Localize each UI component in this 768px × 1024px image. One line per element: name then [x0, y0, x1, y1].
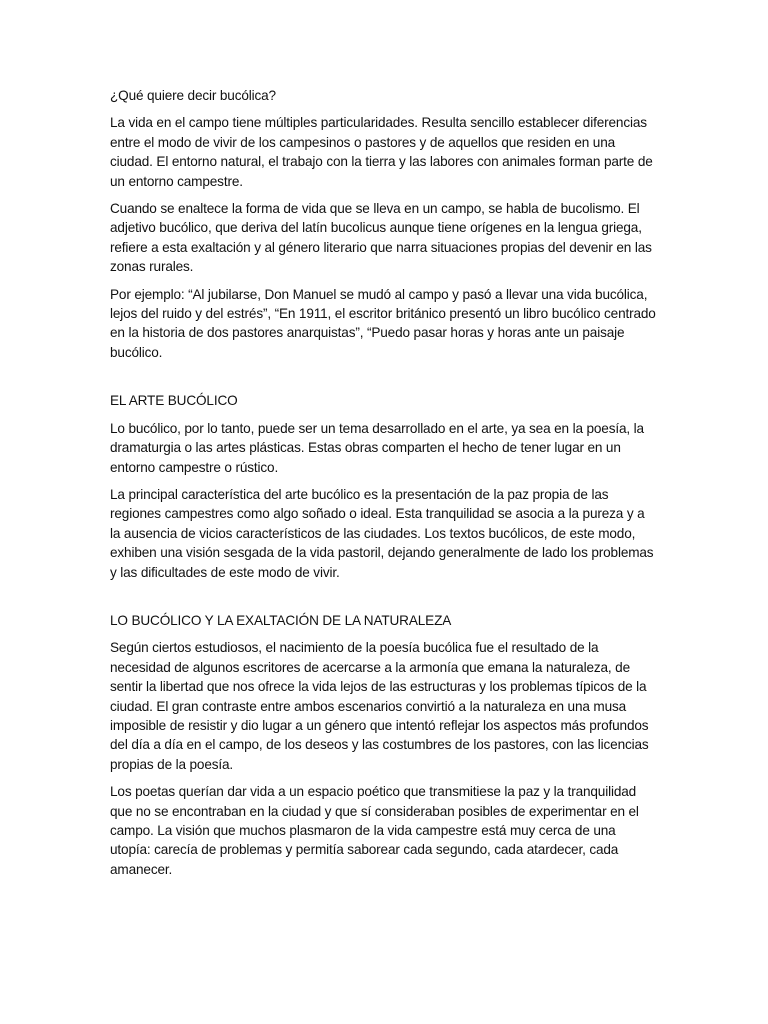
- section-heading-arte: EL ARTE BUCÓLICO: [110, 393, 238, 409]
- naturaleza-paragraph-2: Los poetas querían dar vida a un espacio poético que transmitiese la paz y la tranquilidad que no se encontraban en la ciudad y que sí consideraban posibles de experimentar en el campo. La visión que muchos plasmaron de la vida campestre está muy cerca de una utopía: carecía de problemas y permitía saborear cada segundo, cada atardecer, cada amanecer.: [110, 784, 639, 877]
- section-heading-naturaleza: LO BUCÓLICO Y LA EXALTACIÓN DE LA NATURALEZA: [110, 612, 452, 628]
- intro-paragraph-2: Cuando se enaltece la forma de vida que se lleva en un campo, se habla de bucolismo. El adjetivo bucólico, que deriva del latín bucolicus aunque tiene orígenes en la lengua griega, refiere a esta exaltación y al género literario que narra situaciones propias del devenir en las zonas rurales.: [110, 201, 652, 275]
- section-spacer: [110, 590, 658, 611]
- intro-paragraph-3: Por ejemplo: “Al jubilarse, Don Manuel se mudó al campo y pasó a llevar una vida bucólica, lejos del ruido y del estrés”, “En 1911, el escritor británico presentó un libro bucólico centrado en la historia de dos pastores anarquistas”, “Puedo pasar horas y horas ante un paisaje bucólico.: [110, 286, 656, 360]
- intro-paragraph-1: La vida en el campo tiene múltiples particularidades. Resulta sencillo establecer diferencias entre el modo de vivir de los campesinos o pastores y de aquellos que residen en una ciudad. El entorno natural, el trabajo con la tierra y las labores con animales forman parte de un entorno campestre.: [110, 115, 653, 189]
- section-spacer: [110, 370, 658, 391]
- arte-paragraph-1: Lo bucólico, por lo tanto, puede ser un tema desarrollado en el arte, ya sea en la poesía, la dramaturgia o las artes plásticas. Estas obras comparten el hecho de tener lugar en un entorno campestre o rústico.: [110, 420, 644, 475]
- question-line: ¿Qué quiere decir bucólica?: [110, 88, 276, 103]
- naturaleza-paragraph-1: Según ciertos estudiosos, el nacimiento de la poesía bucólica fue el resultado de la necesidad de algunos escritores de acercarse a la armonía que emana la naturaleza, de sentir la libertad que nos ofrece la vida lejos de las estructuras y los problemas típicos de la ciudad. El gran contraste entre ambos escenarios convirtió a la naturaleza en una musa imposible de resistir y dio lugar a un género que intentó reflejar los aspectos más profundos del día a día en el campo, de los deseos y las costumbres de los pastores, con las licencias propias de la poesía.: [110, 640, 649, 772]
- document-body: [110, 86, 658, 887]
- arte-paragraph-2: La principal característica del arte bucólico es la presentación de la paz propia de las regiones campestres como algo soñado o ideal. Esta tranquilidad se asocia a la pureza y a la ausencia de vicios característicos de las ciudades. Los textos bucólicos, de este modo, exhiben una visión sesgada de la vida pastoril, dejando generalmente de lado los problemas y las dificultades de este modo de vivir.: [110, 486, 654, 580]
